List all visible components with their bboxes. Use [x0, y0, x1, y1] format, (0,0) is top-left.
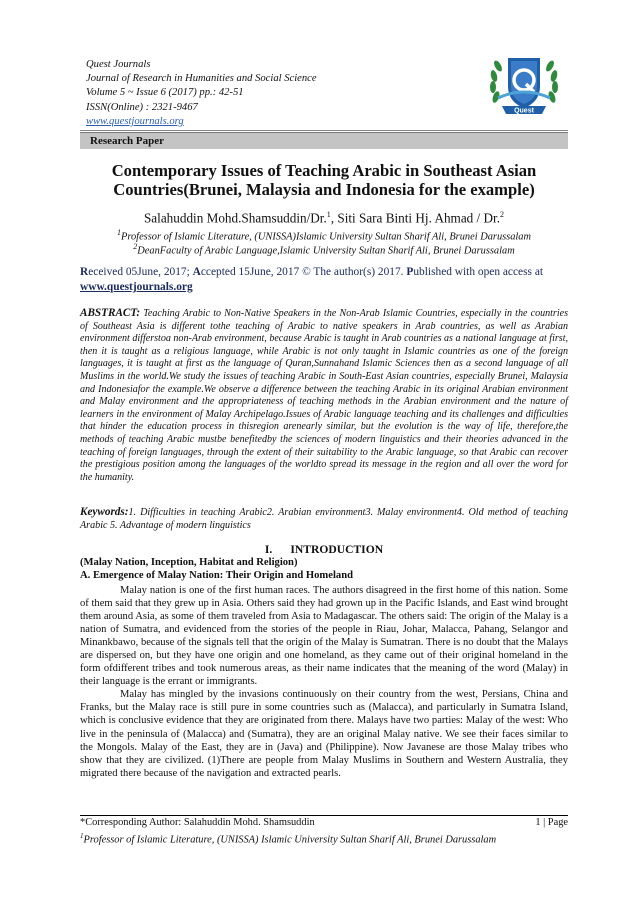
journal-name: Journal of Research in Humanities and Social Science: [86, 73, 317, 85]
author-2-marker: 2: [500, 210, 505, 219]
open-access-url-link[interactable]: www.questjournals.org: [80, 281, 193, 293]
journal-url-link[interactable]: www.questjournals.org: [86, 115, 184, 127]
abstract-text: Teaching Arabic to Non-Native Speakers in the Non-Arab Islamic Countries, especially in the countries of Southeast Asia is different tothe teaching of Arabic to native speakers in Arab countries, as well as Arabian environment differstoa non-Arab environment, because Arabic is taught in Arab countries as a national language at first, then it is taught as a religious language, while Arabic is not only taught in Islamic countries as one of the foreign languages, it is taught at first as the language of Quran,Sunnahand Islamic Sciences then as a second language of all Muslims in the world.We study the issues of teaching Arabic in South-East Asian countries, especially Brunei, Malaysia and Indonesiafor the example.We observe a difference between the teaching Arabic in its original Arabian environment and Malay environment and the appropriateness of teaching methods in the Arabian environment and the nature of learners in the environment of Malay Archipelago.Issues of Arabic language teaching and its challenges and difficulties that hinder the education process in thisregion arenearly similar, but the evolution is the way of life, therefore,the methods of teaching Arabic mustbe benefitedby the sciences of modern linguistics and their theories advanced in the teaching of foreign languages, through the extent of their suitability to the Arabic language, so that Arabic can recover the prestigious position among the languages of the worldto spread its message in the region and all over the word for the humanity.: [80, 308, 568, 483]
body-paragraph-2: Malay has mingled by the invasions continuously on their country from the west, Persians, China and Franks, but the Malay race is still pure in some countries such as (Malacca), and particularly in Sumatra Island, which is conclusive evidence that they are originated from there. Malays have two parties: Malay of the west: Who live in the peninsula of (Malacca) and (Sumatra), they are an original Malay native. We see their faces similar to the Mongols. Malay of the East, they are in (Java) and (Philippine). Now Javanese are those Malay tribes who show that they are civilized. (1)There are people from Malay Muslims in Southern and Western Australia, they migrated there because of the navigation and extracted pearls.: [80, 689, 568, 779]
journal-issn: ISSN(Online) : 2321-9467: [86, 101, 198, 113]
paper-title: [80, 161, 568, 199]
keywords-text: 1. Difficulties in teaching Arabic2. Arabian environment3. Malay environment4. Old method of teaching Arabic 5. Advantage of modern linguistics: [80, 507, 568, 531]
banner-label: Research Paper: [90, 135, 165, 147]
accepted-initial: A: [192, 266, 201, 278]
affiliation-2-text: DeanFaculty of Arabic Language,Islamic University Sultan Sharif Ali, Brunei Darussalam: [137, 245, 515, 257]
published-initial: P: [406, 266, 414, 278]
quest-logo: [484, 46, 564, 122]
journal-volume: Volume 5 ~ Issue 6 (2017) pp.: 42-51: [86, 87, 244, 99]
section-title: INTRODUCTION: [290, 543, 384, 556]
received-info: [80, 265, 568, 295]
section-number: I.: [264, 543, 273, 556]
header-rule: [80, 130, 568, 131]
affiliation-1-text: Professor of Islamic Literature, (UNISSA)Islamic University Sultan Sharif Ali, Brunei Darussalam: [120, 231, 532, 243]
author-separator: ,: [330, 210, 338, 226]
affiliation-1: [80, 228, 568, 242]
affiliation-2: [80, 242, 568, 256]
footer-affiliation-marker: 1: [80, 832, 84, 840]
journal-publisher: Quest Journals: [86, 59, 151, 70]
corresponding-author: *Corresponding Author: Salahuddin Mohd. Shamsuddin: [80, 817, 315, 828]
published-text: ublished with open access at: [413, 266, 544, 278]
research-paper-banner: [80, 132, 568, 149]
author-1-marker: 1: [326, 210, 331, 219]
affiliation-2-marker: 2: [133, 242, 138, 251]
title-line-2: Countries(Brunei, Malaysia and Indonesia for the example): [113, 180, 535, 199]
footer-rule: [80, 815, 568, 816]
footer-affiliation: Professor of Islamic Literature, (UNISSA) Islamic University Sultan Sharif Ali, Brunei Darussalam: [83, 834, 497, 846]
title-line-1: Contemporary Issues of Teaching Arabic in Southeast Asian: [111, 161, 537, 180]
svg-text:Quest: Quest: [514, 107, 534, 115]
received-initial: R: [80, 266, 89, 278]
section-heading: [80, 543, 568, 556]
accepted-text: ccepted 15June, 2017 © The author(s) 2017.: [200, 266, 407, 278]
abstract-label: ABSTRACT:: [80, 307, 141, 319]
author-2: Siti Sara Binti Hj. Ahmad / Dr.: [337, 210, 501, 226]
keywords: [80, 506, 568, 532]
subheading-1: (Malay Nation, Inception, Habitat and Religion): [80, 557, 298, 568]
received-text: eceived 05June, 2017;: [88, 266, 193, 278]
keywords-label: Keywords:: [80, 506, 129, 518]
journal-header: [86, 58, 317, 129]
page-footer: [80, 817, 568, 847]
body-paragraph-1: Malay nation is one of the first human races. The authors disagreed in the first home of this nation. Some of them said that they grew up in Asia. Others said they had grown up in the Pacific Islands, and East wind brought them around Asia, as some of them traveled from Asia to Madagascar. The others said: The origin of the Malay is a nation of Sumatra, and evidenced from the stories of the people in Riau, Johar, Malacca, Pahang, Selangor and Minankbawo, because of the signals tell that the origin of the Malay is Sumatran. There is no doubt that the Malays are dispersed on, but they have one origin and one homeland, as they came out of their original homeland in the form ofdifferent tribes and took numerous areas, as their name indicates that the meaning of the word (Malay) in their language is the errant or immigrants.: [80, 585, 568, 688]
page-number: 1 | Page: [535, 817, 568, 828]
author-1: Salahuddin Mohd.Shamsuddin/Dr.: [143, 210, 327, 226]
subheading-2: A. Emergence of Malay Nation: Their Origin and Homeland: [80, 570, 353, 581]
abstract: [80, 307, 568, 484]
affiliation-1-marker: 1: [116, 228, 121, 237]
authors-line: [80, 210, 568, 226]
body-text: [80, 584, 568, 780]
